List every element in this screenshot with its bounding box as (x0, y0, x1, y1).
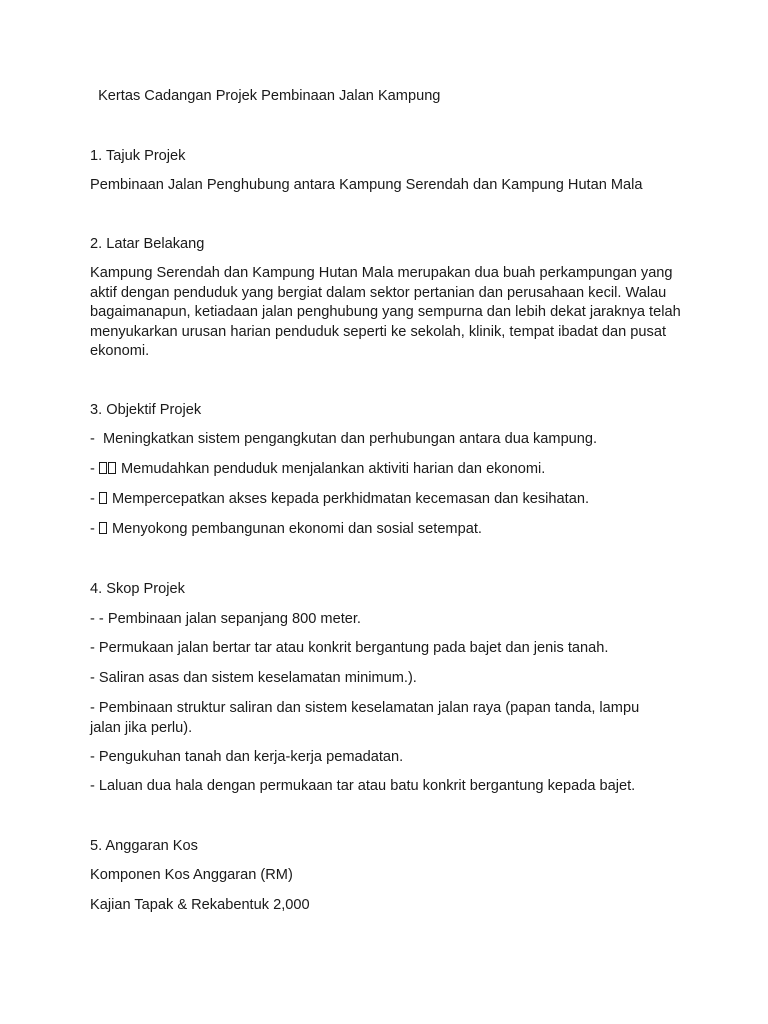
anggaran-row: Kajian Tapak & Rekabentuk 2,000 (90, 897, 310, 913)
missing-glyph-icon (99, 522, 107, 534)
section-body-tajuk: Pembinaan Jalan Penghubung antara Kampung Serendah dan Kampung Hutan Mala (90, 177, 643, 193)
objektif-item (90, 460, 690, 480)
document-title: Kertas Cadangan Projek Pembinaan Jalan Kampung (94, 88, 441, 104)
anggaran-table-header: Komponen Kos Anggaran (RM) (90, 867, 293, 883)
missing-glyph-icon (99, 492, 107, 504)
skop-item: - Saliran asas dan sistem keselamatan minimum.). (90, 670, 417, 686)
skop-item: - Pengukuhan tanah dan kerja-kerja pemadatan. (90, 749, 404, 765)
section-heading-objektif: 3. Objektif Projek (90, 402, 202, 418)
section-heading-anggaran: 5. Anggaran Kos (90, 838, 198, 854)
dash: - (90, 491, 99, 507)
section-body-latar: Kampung Serendah dan Kampung Hutan Mala merupakan dua buah perkampungan yang aktif dengan penduduk yang bergiat dalam sektor pertanian dan perusahaan kecil. Walau bagaimanapun, ketiadaan jalan penghubung yang sempurna dan lebih dekat jaraknya telah menyukarkan urusan harian penduduk seperti ke sekolah, klinik, tempat ibadat dan pusat ekonomi. (90, 265, 681, 359)
skop-item: - Laluan dua hala dengan permukaan tar atau batu konkrit bergantung kepada bajet. (90, 778, 636, 794)
skop-item: - - Pembinaan jalan sepanjang 800 meter. (90, 611, 361, 627)
objektif-item-text: Menyokong pembangunan ekonomi dan sosial setempat. (111, 521, 482, 537)
objektif-item: - Meningkatkan sistem pengangkutan dan perhubungan antara dua kampung. (90, 431, 598, 447)
dash: - (90, 461, 99, 477)
skop-item: - Permukaan jalan bertar tar atau konkrit bergantung pada bajet dan jenis tanah. (90, 640, 609, 656)
objektif-item (90, 490, 690, 510)
missing-glyph-icon (108, 462, 116, 474)
skop-item: - Pembinaan struktur saliran dan sistem keselamatan jalan raya (papan tanda, lampu jalan jika perlu). (90, 700, 640, 736)
objektif-item (90, 520, 690, 540)
section-heading-tajuk: 1. Tajuk Projek (90, 148, 186, 164)
objektif-item-text: Mempercepatkan akses kepada perkhidmatan kecemasan dan kesihatan. (111, 491, 589, 507)
section-heading-latar: 2. Latar Belakang (90, 236, 205, 252)
missing-glyph-icon (99, 462, 107, 474)
dash: - (90, 521, 99, 537)
section-heading-skop: 4. Skop Projek (90, 581, 185, 597)
objektif-item-text: Memudahkan penduduk menjalankan aktiviti harian dan ekonomi. (120, 461, 546, 477)
